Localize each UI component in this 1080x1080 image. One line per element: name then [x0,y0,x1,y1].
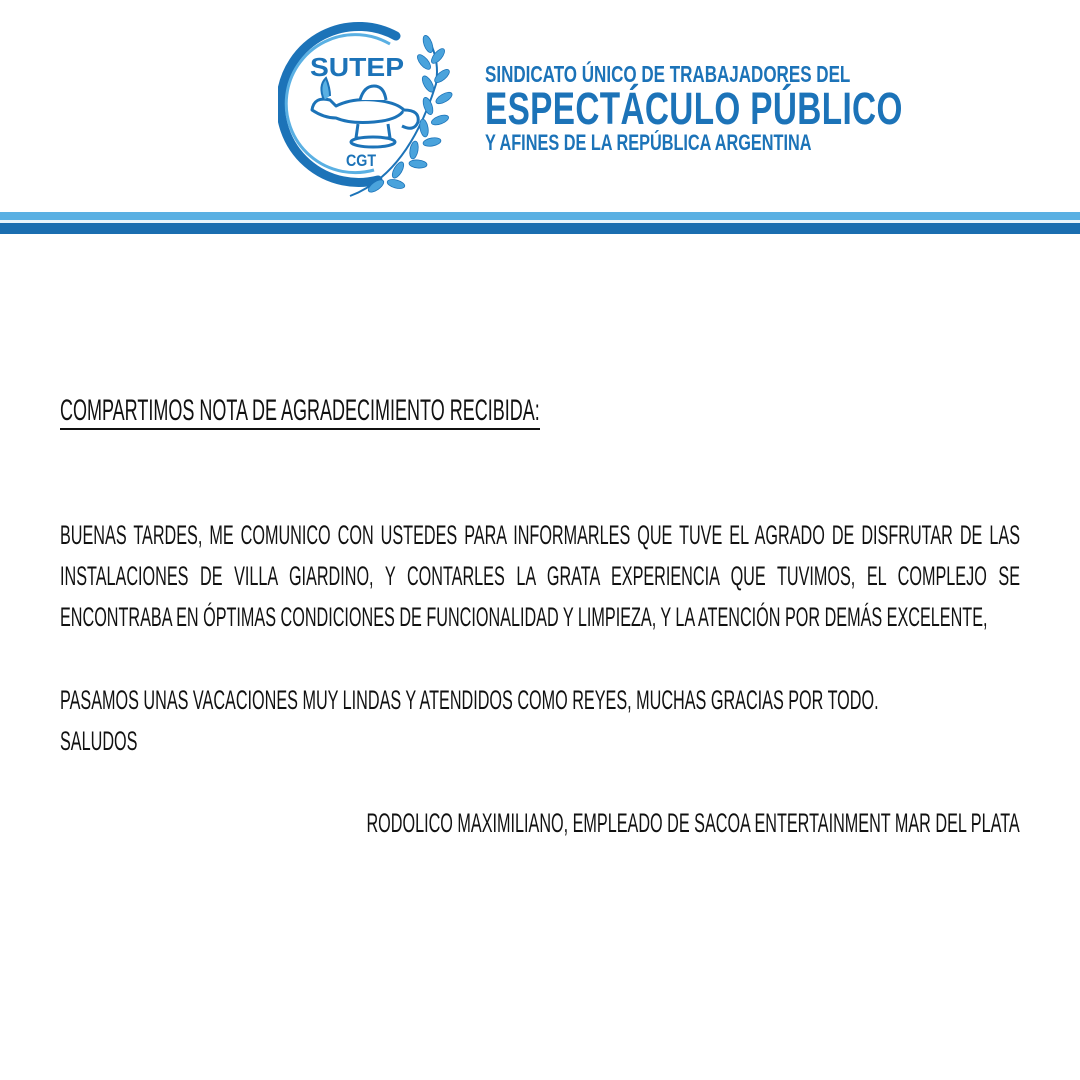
page-header [0,0,1080,210]
svg-text:CGT: CGT [346,151,377,170]
note-paragraph-1 [60,515,1080,638]
org-name-line-2: ESPECTÁCULO PÚBLICO [485,83,903,134]
note-paragraph-2-text: PASAMOS UNAS VACACIONES MUY LINDAS Y ATENDIDOS COMO REYES, MUCHAS GRACIAS POR TODO. [60,685,879,715]
note-heading [60,393,860,429]
header-stripe-light [0,212,1080,220]
organization-name [485,61,903,155]
sutep-logo [278,14,458,204]
note-paragraph-1-text: BUENAS TARDES, ME COMUNICO CON USTEDES PARA INFORMARLES QUE TUVE EL AGRADO DE DISFRUTAR DE LAS INSTALACIONES DE VILLA GIARDINO, Y CONTARLES LA GRATA EXPERIENCIA QUE TUVIMOS, EL COMPLEJO SE ENCONTRABA EN ÓPTIMAS CONDICIONES DE FUNCIONALIDAD Y LIMPIEZA, Y LA ATENCIÓN POR DEMÁS EXCELENTE, [60,520,1021,632]
header-stripe-dark [0,223,1080,234]
svg-text:SUTEP: SUTEP [310,52,404,82]
note-signature-text: RODOLICO MAXIMILIANO, EMPLEADO DE SACOA ENTERTAINMENT MAR DEL PLATA [366,808,1020,838]
oil-lamp-laurel-logo-icon [278,14,458,204]
org-name-line-3: Y AFINES DE LA REPÚBLICA ARGENTINA [485,130,812,155]
note-heading-text: COMPARTIMOS NOTA DE AGRADECIMIENTO RECIBIDA: [60,394,540,430]
note-paragraph-2 [60,680,1080,762]
note-closing: SALUDOS [60,726,138,756]
org-name-line-1: SINDICATO ÚNICO DE TRABAJADORES DEL [485,61,851,87]
note-signature [0,805,1020,841]
